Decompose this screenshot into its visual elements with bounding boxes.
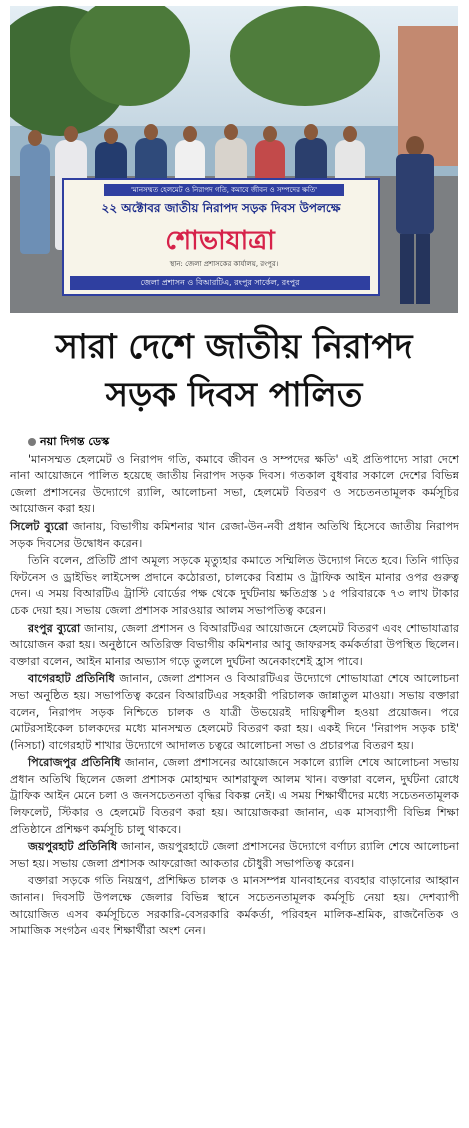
paragraph <box>10 755 459 838</box>
byline <box>10 434 459 451</box>
bureau-label: রংপুর ব্যুরো <box>28 621 81 635</box>
paragraph-text: তিনি বলেন, প্রতিটি প্রাণ অমূল্য সড়কে মৃত্যুহার কমাতে সম্মিলিত উদ্যোগ নিতে হবে। তিনি গাড়ির ফিটনেস ও ড্রাইভিং লাইসেন্স প্রদানে কঠোরতা, চালকের বিশ্রাম ও ট্রাফিক আইন মানার ওপর গুরুত্ব দেন। এ সময় বিআরটিএ ট্রাস্টি বোর্ডের পক্ষ থেকে দুর্ঘটনায় ক্ষতিগ্রস্ত ১৫ পরিবারকে ৭৩ লাখ টাকার চেক দেয়া হয়। সভায় জেলা প্রশাসক সারওয়ার আলম সভাপতিত্ব করেন। <box>10 554 459 617</box>
banner-slogan-strip <box>104 184 344 196</box>
headline-line-1: সারা দেশে জাতীয় নিরাপদ <box>55 327 413 367</box>
paragraph-text: জানান, জেলা প্রশাসন ও বিআরটিএর উদ্যোগে শোভাযাত্রা শেষে আলোচনা সভা অনুষ্ঠিত হয়। সভাপতিত্ব করেন বিআরটিএর সহকারী পরিচালক জান্নাতুল মাওয়া। সভায় বক্তারা বলেন, নিরাপদ সড়ক নিশ্চিতে চালক ও যাত্রী উভয়েরই দায়িত্বশীল হওয়া প্রয়োজন। পরে মোটরসাইকেল চালকদের মধ্যে মানসম্মত হেলমেট বিতরণ করা হয়। একই দিনে 'নিরাপদ সড়ক চাই' (নিসচা) বাগেরহাট শাখার উদ্যোগে আদালত চত্বরে আলোচনা সভা ও প্রচারপত্র বিতরণ হয়। <box>10 672 459 752</box>
banner-title: শোভাযাত্রা <box>165 226 275 256</box>
paragraph-text: জানান, জেলা প্রশাসনের আয়োজনে সকালে র‍্যালি শেষে আলোচনা সভায় প্রধান অতিথি ছিলেন জেলা প্রশাসক মোহাম্মদ আশরাফুল আলম খান। বক্তারা বলেন, দুর্ঘটনা রোধে ট্রাফিক আইন মেনে চলা ও জনসচেতনতা বৃদ্ধির বিকল্প নেই। এ সময় শিক্ষার্থীদের মধ্যে সচেতনতামূলক লিফলেট, স্টিকার ও হেলমেট বিতরণ করা হয়। আয়োজকরা জানান, এক মাসব্যাপী বিভিন্ন শিক্ষা প্রতিষ্ঠানে প্রশিক্ষণ কর্মসূচি চালু থাকবে। <box>10 756 459 836</box>
banner-occasion: ২২ অক্টোবর জাতীয় নিরাপদ সড়ক দিবস উপলক্ষে <box>101 201 341 215</box>
paragraph <box>10 553 459 619</box>
paragraph <box>10 671 459 754</box>
banner-slogan: 'মানসম্মত হেলমেট ও নিরাপদ গতি, কমাবে জীবন ও সম্পদের ক্ষতি' <box>130 186 318 194</box>
bureau-label: জয়পুরহাট প্রতিনিধি <box>28 840 118 854</box>
photo-officer <box>392 136 438 306</box>
paragraph <box>10 839 459 872</box>
article-headline <box>10 323 458 419</box>
bureau-label: সিলেট ব্যুরো <box>10 519 68 533</box>
bureau-label: পিরোজপুর প্রতিনিধি <box>28 756 121 770</box>
paragraph <box>10 621 459 671</box>
paragraph <box>10 452 459 518</box>
news-photo <box>10 6 458 313</box>
paragraph <box>10 873 459 939</box>
paragraph-text: জানায়, জেলা প্রশাসন ও বিআরটিএর আয়োজনে হেলমেট বিতরণ এবং শোভাযাত্রার আয়োজন করা হয়। অনুষ্ঠানে অতিরিক্ত বিভাগীয় কমিশনার আবু জাফরসহ কর্মকর্তারা উপস্থিত ছিলেন। বক্তারা বলেন, আইন মানার অভ্যাস গড়ে তুললে দুর্ঘটনা অনেকাংশেই হ্রাস পাবে। <box>10 621 459 668</box>
paragraph-text: 'মানসম্মত হেলমেট ও নিরাপদ গতি, কমাবে জীবন ও সম্পদের ক্ষতি' এই প্রতিপাদ্যে সারা দেশে নানা আয়োজনে পালিত হয়েছে জাতীয় নিরাপদ সড়ক দিবস। গতকাল বুধবার সকালে দেশের বিভিন্ন জেলা প্রশাসনের উদ্যোগে র‍্যালি, আলোচনা সভা, হেলমেট বিতরণ ও সচেতনতামূলক কর্মসূচির আয়োজন করা হয়। <box>10 452 459 516</box>
paragraph <box>10 519 459 552</box>
byline-text: নয়া দিগন্ত ডেস্ক <box>40 435 110 448</box>
banner-venue: স্থান: জেলা প্রশাসকের কার্যালয়, রংপুর। <box>169 260 279 268</box>
paragraph-text: বক্তারা সড়কে গতি নিয়ন্ত্রণ, প্রশিক্ষিত চালক ও মানসম্পন্ন যানবাহনের ব্যবহার বাড়ানোর আহ্বান জানান। দিবসটি উপলক্ষে জেলার বিভিন্ন স্থানে সচেতনতামূলক কর্মসূচি নেয়া হয়। দেশব্যাপী আয়োজিত এসব কর্মসূচিতে সরকারি-বেসরকারি কর্মকর্তা, পরিবহন মালিক-শ্রমিক, রাজনৈতিক ও সামাজিক সংগঠন এবং শিক্ষার্থীরা অংশ নেন। <box>10 874 459 938</box>
article-body <box>10 434 459 941</box>
paragraph-text: জানায়, বিভাগীয় কমিশনার খান রেজা-উন-নবী প্রধান অতিথি হিসেবে জাতীয় নিরাপদ সড়ক দিবসের উদ্বোধন করেন। <box>10 519 459 550</box>
banner-organizer: জেলা প্রশাসন ও বিআরটিএ, রংপুর সার্কেল, রংপুর <box>140 278 300 287</box>
paragraph-text: জানান, জয়পুরহাটে জেলা প্রশাসনের উদ্যোগে বর্ণাঢ্য র‍্যালি শেষে আলোচনা সভা হয়। সভায় জেলা প্রশাসক আফরোজা আকতার চৌধুরী সভাপতিত্ব করেন। <box>10 840 459 870</box>
procession-banner <box>62 178 380 296</box>
bullet-icon <box>28 438 36 446</box>
photo-tree <box>230 6 380 106</box>
headline-line-2: সড়ক দিবস পালিত <box>105 375 363 415</box>
bureau-label: বাগেরহাট প্রতিনিধি <box>28 672 115 686</box>
banner-org-strip <box>70 276 370 290</box>
